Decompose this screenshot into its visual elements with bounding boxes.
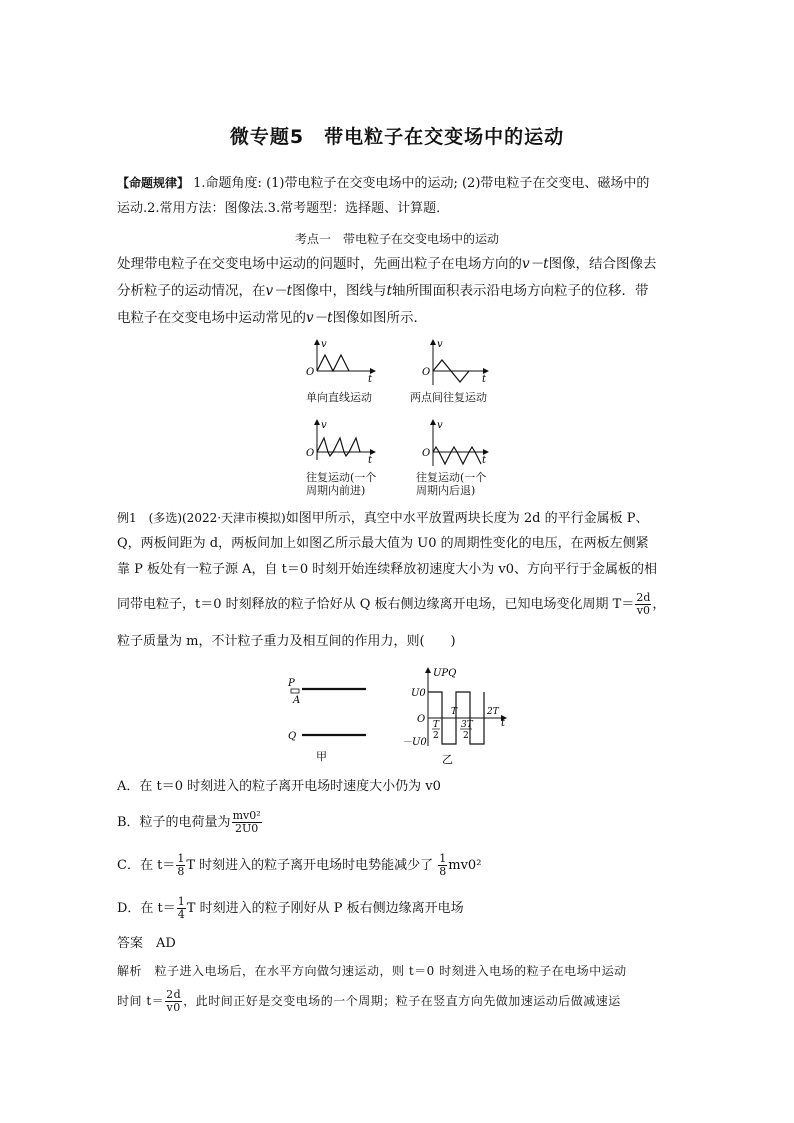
t-label: t bbox=[501, 718, 506, 729]
tick-2t: 2T bbox=[487, 707, 499, 717]
caption-2: 两点间往复运动 bbox=[410, 391, 487, 404]
option-a: A．在 t＝0 时刻进入的粒子离开电场时速度大小仍为 v0 bbox=[117, 779, 441, 794]
caption-4a: 往复运动(一个 bbox=[416, 471, 487, 484]
rule-line-2: 运动.2.常用方法：图像法.3.常考题型：选择题、计算题． bbox=[117, 201, 450, 216]
t-label: t bbox=[482, 455, 487, 466]
rule-tag: 【命题规律】 bbox=[117, 176, 190, 190]
section-heading: 考点一 带电粒子在交变电场中的运动 bbox=[294, 232, 499, 246]
label-p: P bbox=[288, 678, 295, 689]
intro-line-1: 处理带电粒子在交变电场中运动的问题时，先画出粒子在电场方向的v－t图像，结合图像去 bbox=[117, 256, 657, 272]
option-c: C．在 t＝ $\frac{1}{8}$ T 时刻进入的粒子离开电场时电势能减少了 $\frac{1}{8}$ mv0² bbox=[117, 852, 482, 878]
t-label: t bbox=[482, 374, 487, 385]
tick-3t-half-d: 2 bbox=[463, 731, 469, 741]
example-label: 例1 (多选) bbox=[117, 511, 182, 525]
caption-1: 单向直线运动 bbox=[306, 391, 372, 404]
intro-line-2: 分析粒子的运动情况，在v－t图像中，图线与t轴所围面积表示沿电场方向粒子的位移．带 bbox=[117, 283, 649, 299]
analysis-line-2: 时间 t＝ $\frac{2d}{v0}$ ，此时间正好是交变电场的一个周期；粒子在竖直方向先做加速运动后做减速运 bbox=[117, 988, 621, 1014]
voltage-figure bbox=[392, 664, 512, 768]
answer: 答案 AD bbox=[117, 936, 176, 951]
t-label: t bbox=[368, 374, 373, 385]
example-source: (2022·天津市模拟) bbox=[182, 511, 286, 525]
example-line-4: 同带电粒子，t＝0 时刻释放的粒子恰好从 Q 板右侧边缘离开电场，已知电场变化周期 T＝ $\frac{2d}{v0}$ ， bbox=[117, 591, 666, 617]
label-jia: 甲 bbox=[316, 750, 327, 763]
v-label: v bbox=[437, 420, 443, 431]
origin-label: O bbox=[306, 448, 315, 459]
tick-t-half-n: T bbox=[433, 720, 440, 730]
option-b: B．粒子的电荷量为 $\frac{\text{mv0²}}{2U0}$ bbox=[117, 809, 261, 835]
origin-label: O bbox=[422, 367, 431, 378]
example-line-5: 粒子质量为 m，不计粒子重力及相互间的作用力，则( ) bbox=[117, 634, 456, 649]
analysis-line-1: 解析 粒子进入电场后，在水平方向做匀速运动，则 t＝0 时刻进入电场的粒子在电场中运动 bbox=[117, 964, 627, 978]
page-title: 微专题5 带电粒子在交变场中的运动 bbox=[229, 126, 565, 148]
tick-t-half-d: 2 bbox=[433, 731, 439, 741]
rule-text-1: 1.命题角度: (1)带电粒子在交变电场中的运动; (2)带电粒子在交变电、磁场中的 bbox=[189, 176, 650, 191]
caption-3a: 往复运动(一个 bbox=[306, 471, 377, 484]
origin-label: O bbox=[422, 448, 431, 459]
v-label: v bbox=[321, 339, 327, 350]
label-yi: 乙 bbox=[442, 753, 453, 766]
vt-line bbox=[433, 447, 481, 464]
origin-label: O bbox=[306, 367, 315, 378]
label-q: Q bbox=[288, 731, 297, 742]
label-upq: UPQ bbox=[433, 668, 457, 679]
tick-t: T bbox=[451, 707, 458, 717]
caption-3b: 周期内前进) bbox=[306, 484, 366, 497]
caption-4b: 周期内后退) bbox=[416, 484, 476, 497]
label-origin: O bbox=[417, 714, 426, 725]
intro-line-3: 电粒子在交变电场中运动常见的v－t图像如图所示． bbox=[117, 310, 428, 326]
graph-oscillating bbox=[422, 339, 488, 385]
option-d: D．在 t＝ $\frac{1}{4}$ T 时刻进入的粒子刚好从 P 板右侧边缘离开电场 bbox=[117, 895, 464, 921]
example-line-2: Q，两板间距为 d，两板间加上如图乙所示最大值为 U0 的周期性变化的电压，在两板左侧紧 bbox=[117, 536, 649, 551]
graph-forward-net bbox=[306, 420, 375, 466]
v-label: v bbox=[321, 420, 327, 431]
particle-source bbox=[291, 689, 299, 693]
label-minus-u0: －U0 bbox=[402, 737, 427, 748]
v-label: v bbox=[437, 339, 443, 350]
graph-backward-net bbox=[422, 420, 488, 466]
plates-figure bbox=[282, 672, 392, 767]
example-line-3: 靠 P 板处有一粒子源 A，自 t＝0 时刻开始连续释放初速度大小为 v0、方向平行于金属板的相 bbox=[117, 562, 658, 577]
rule-line-1 bbox=[117, 175, 677, 192]
label-a: A bbox=[293, 695, 301, 706]
t-label: t bbox=[368, 455, 373, 466]
example-line-1: 例1 (多选)(2022·天津市模拟)如图甲所示，真空中水平放置两块长度为 2d 的平行金属板 P、 bbox=[117, 511, 649, 526]
tick-3t-half-n: 3T bbox=[461, 720, 473, 730]
vt-line bbox=[317, 355, 349, 371]
vt-line bbox=[317, 438, 360, 456]
graph-unidirectional bbox=[306, 339, 375, 385]
label-u0: U0 bbox=[411, 688, 426, 699]
